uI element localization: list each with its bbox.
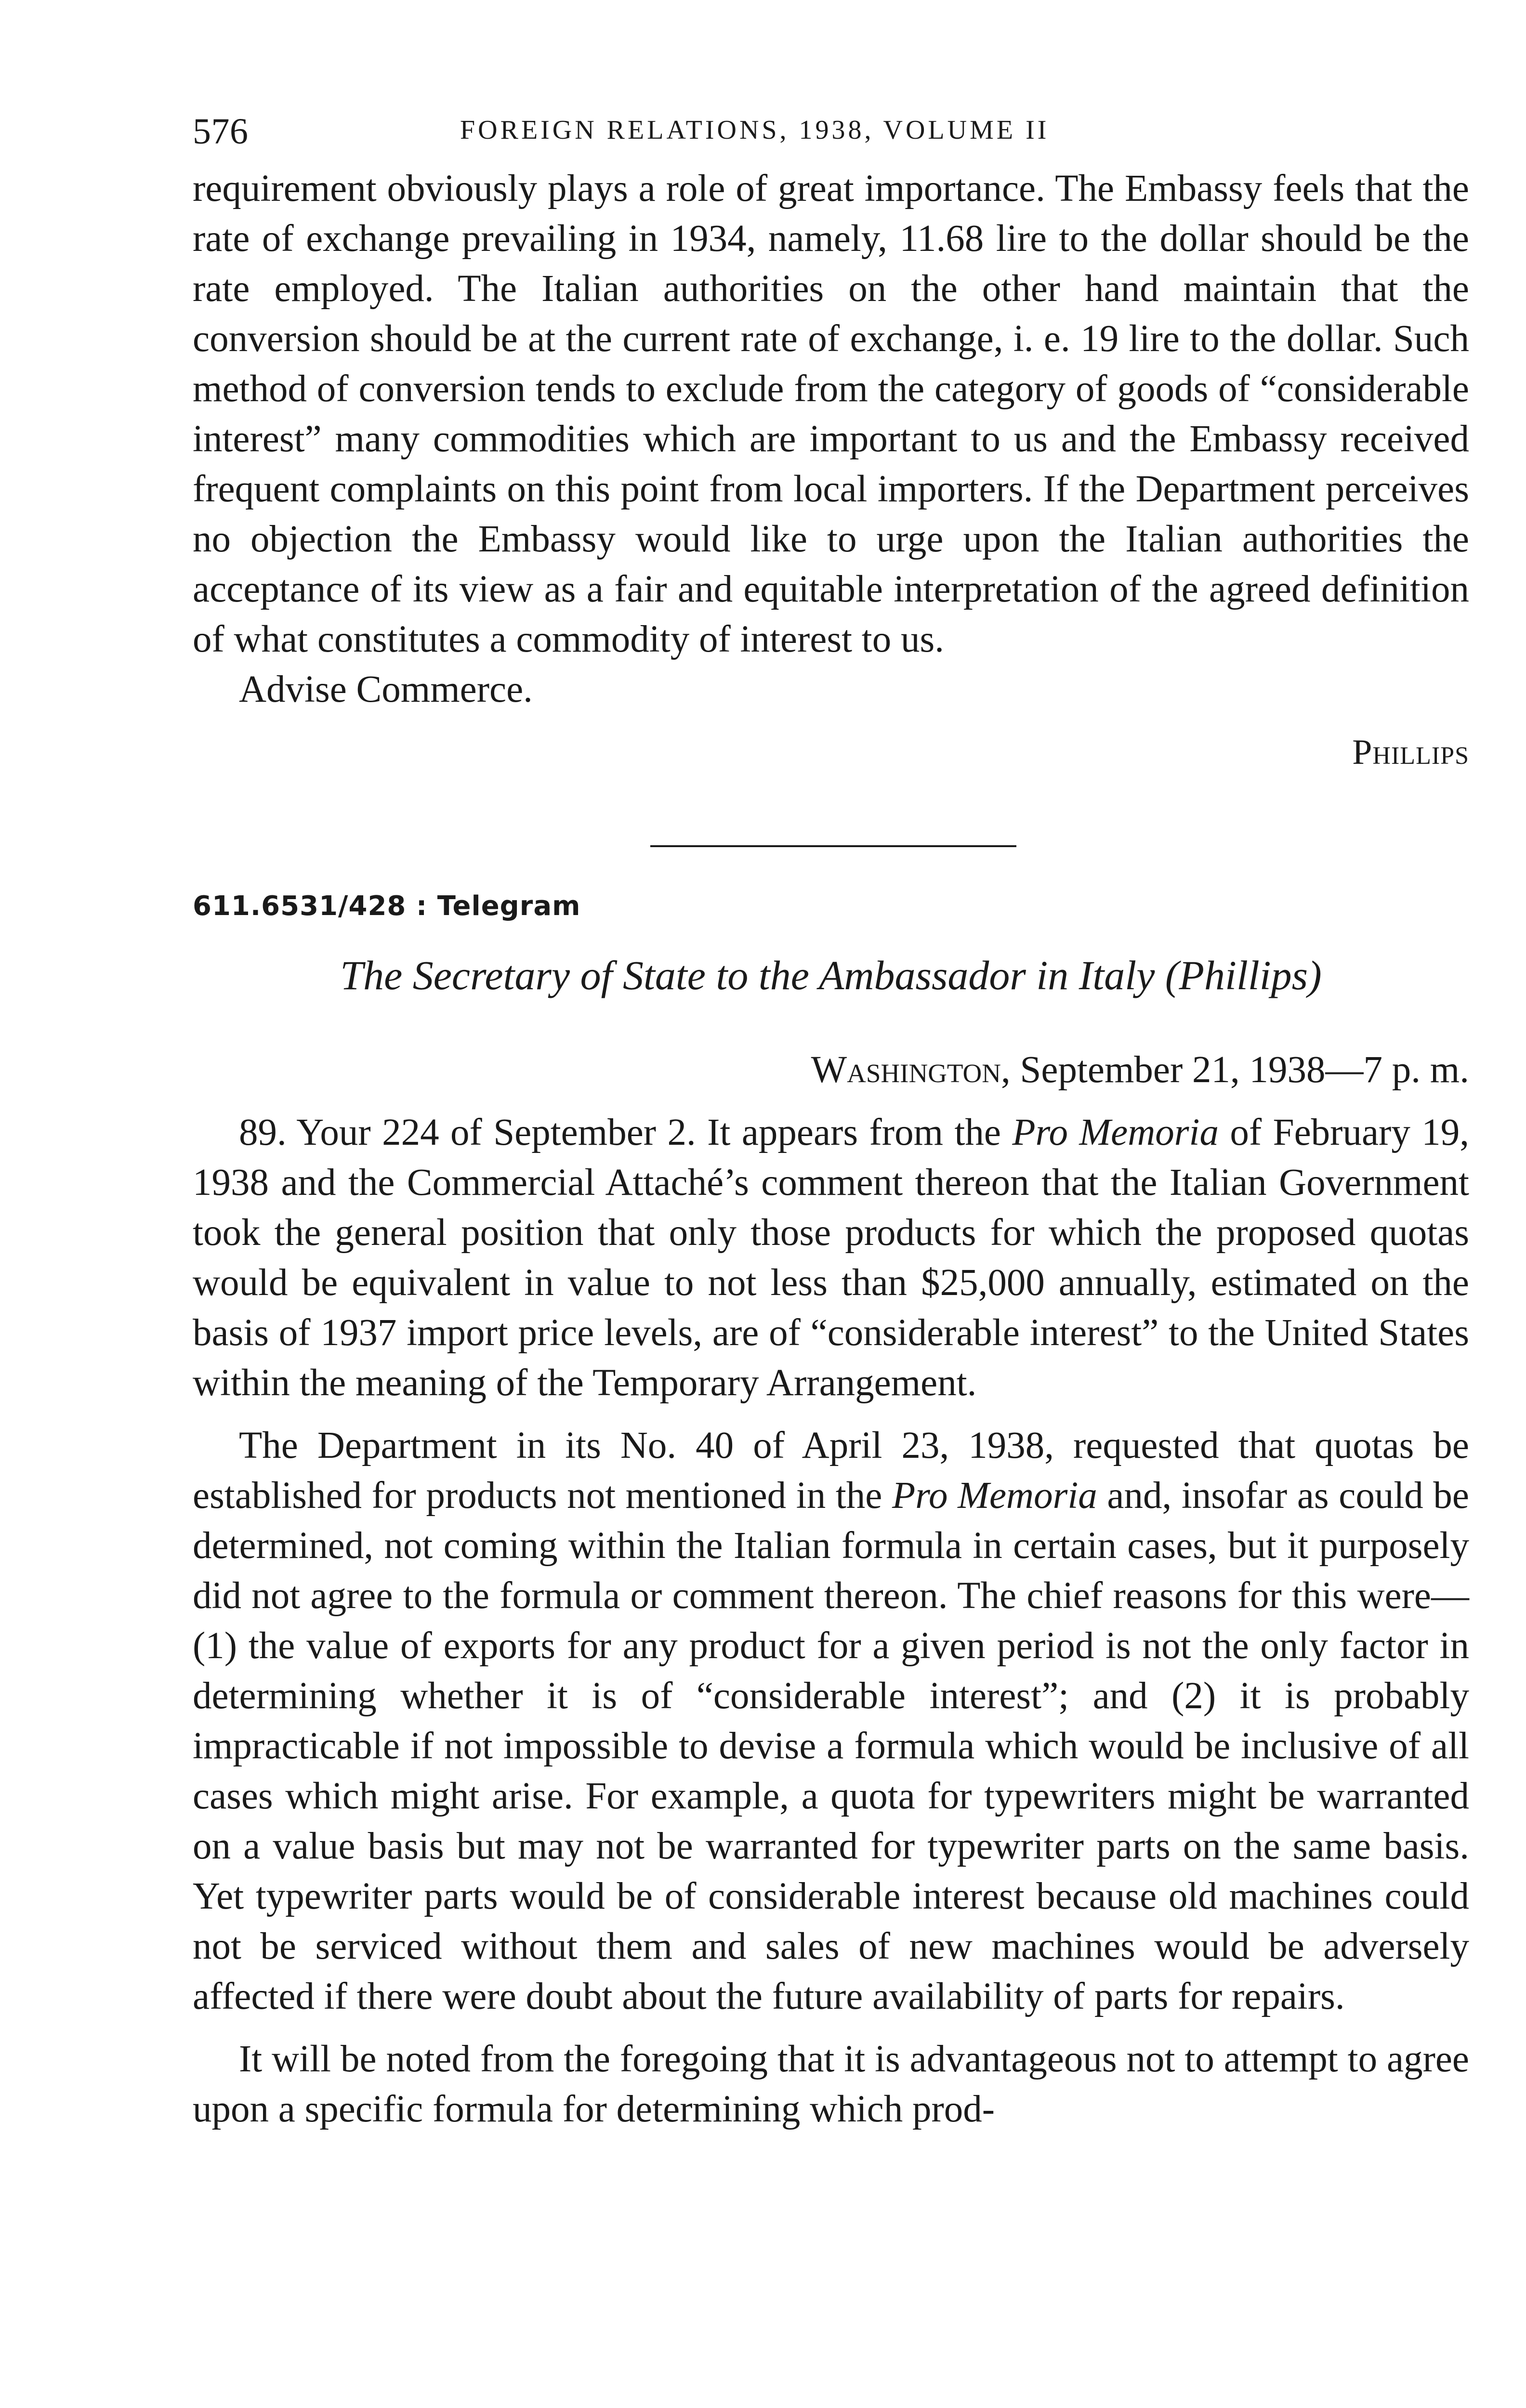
dateline <box>193 1045 1469 1095</box>
page-number: 576 <box>193 111 249 152</box>
telegram-paragraph-1 <box>193 1108 1469 1408</box>
previous-document-closing-line: Advise Commerce. <box>239 668 533 710</box>
section-divider <box>650 845 1016 847</box>
dateline-place: Washington <box>811 1049 1001 1091</box>
running-title: FOREIGN RELATIONS, 1938, VOLUME II <box>460 115 1050 145</box>
telegram-paragraph-2 <box>193 1421 1469 2022</box>
document-heading: The Secretary of State to the Ambassador in Italy (Phillips) <box>340 952 1322 998</box>
document-page <box>193 111 1469 2134</box>
signature: Phillips <box>1352 733 1469 772</box>
file-reference: 611.6531/428 : Telegram <box>193 890 581 922</box>
telegram-paragraph-3: It will be noted from the foregoing that it is advantageous not to attempt to agree upon a specific formula for determining which prod- <box>193 2038 1469 2130</box>
running-header <box>193 111 1469 164</box>
paragraph-1-end: of February 19, 1938 and the Commercial Attaché’s comment thereon that the Italian Government took the general position that only those products for which the proposed quotas would be equivalent in value to not less than $25,000 annually, estimated on the basis of 1937 import price levels, are of “considerable interest” to the United States within the meaning of the Temporary Arrangement. <box>193 1112 1469 1404</box>
dateline-date: , September 21, 1938—7 p. m. <box>1000 1049 1469 1091</box>
paragraph-1-italic: Pro Memoria <box>1012 1112 1219 1153</box>
paragraph-2-end: and, insofar as could be determined, not coming within the Italian formula in certain cases, but it purposely did not agree to the formula or comment thereon. The chief reasons for this were—(1) the value of exports for any product for a given period is not the only factor in determining whether it is of “considerable interest”; and (2) it is probably impracticable if not impossible to devise a formula which would be inclusive of all cases which might arise. For example, a quota for typewriters might be warranted on a value basis but may not be warranted for typewriter parts on the same basis. Yet typewriter parts would be of considerable interest because old machines could not be serviced without them and sales of new machines would be adversely affected if there were doubt about the future availability of parts for repairs. <box>193 1475 1469 2017</box>
paragraph-2-italic: Pro Memoria <box>892 1475 1097 1517</box>
paragraph-2-start: The Department in its No. 40 of April 23, 1938, requested that quotas be established for products not mentioned in the <box>193 1425 1469 1517</box>
paragraph-1-start: 89. Your 224 of September 2. It appears from the <box>239 1112 1013 1153</box>
previous-document-paragraph: requirement obviously plays a role of great importance. The Embassy feels that the rate of exchange prevailing in 1934, namely, 11.68 lire to the dollar should be the rate employed. The Italian authorities on the other hand maintain that the conversion should be at the current rate of exchange, i. e. 19 lire to the dollar. Such method of conversion tends to exclude from the category of goods of “considerable interest” many commodities which are important to us and the Embassy received frequent complaints on this point from local importers. If the Department perceives no objection the Embassy would like to urge upon the Italian authorities the acceptance of its view as a fair and equitable interpretation of the agreed definition of what constitutes a commodity of interest to us. <box>193 168 1469 660</box>
